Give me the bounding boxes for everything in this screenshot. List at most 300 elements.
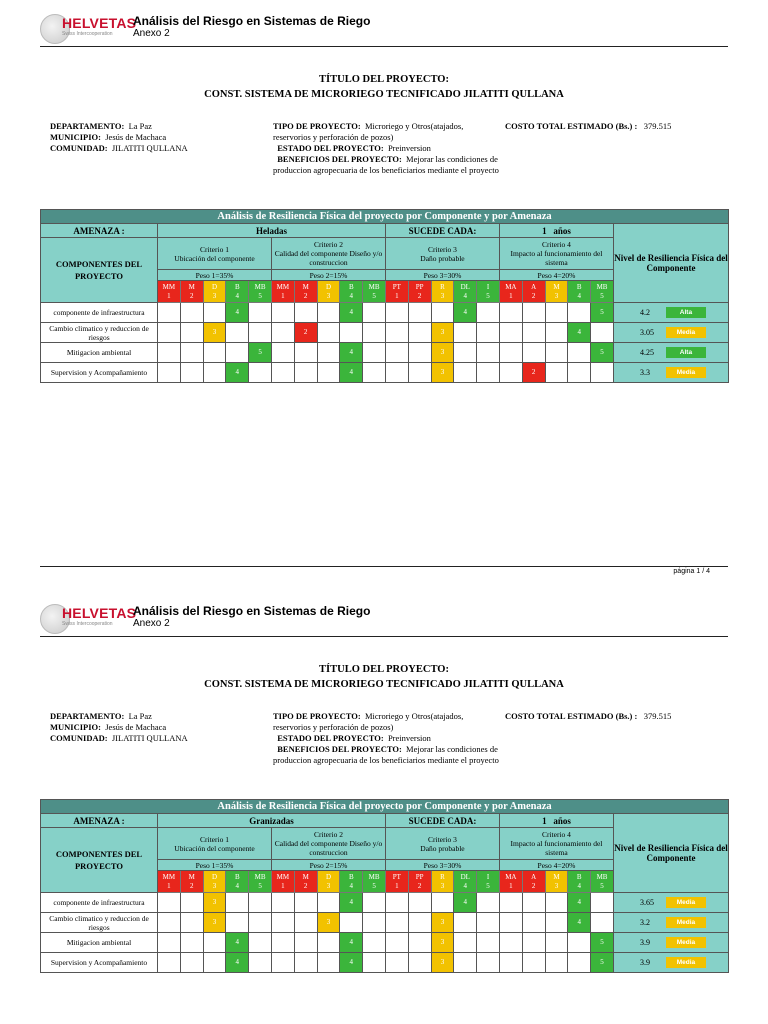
score-cell xyxy=(317,343,340,363)
scale-code: M xyxy=(302,872,309,881)
scale-cell xyxy=(408,281,431,303)
scale-score: 1 xyxy=(167,291,171,300)
score-cell xyxy=(317,913,340,933)
project-title: CONST. SISTEMA DE MICRORIEGO TECNIFICADO JILATITI QULLANA xyxy=(204,89,564,100)
peso-label: Peso 1=35% xyxy=(158,270,272,281)
scale-code: DL xyxy=(460,872,470,881)
scale-score: 2 xyxy=(303,881,308,890)
score-cell xyxy=(340,323,363,343)
score-cell xyxy=(203,913,226,933)
score-cell xyxy=(317,323,340,343)
score-value: 2 xyxy=(295,323,317,342)
score-cell xyxy=(226,953,249,973)
scale-cell xyxy=(294,871,317,893)
peso-label: Peso 1=35% xyxy=(158,860,272,871)
score-cell xyxy=(499,893,522,913)
score-cell xyxy=(591,913,614,933)
scale-cell xyxy=(203,281,226,303)
scale-score: 5 xyxy=(372,291,376,300)
score-cell xyxy=(294,303,317,323)
score-cell xyxy=(454,953,477,973)
components-header: COMPONENTES DEL PROYECTO xyxy=(41,238,158,303)
score-cell xyxy=(454,893,477,913)
criterio-header xyxy=(158,238,272,270)
scale-code: PT xyxy=(392,872,401,881)
score-value: 4 xyxy=(340,953,362,972)
page-header xyxy=(40,602,728,636)
scale-code: MA xyxy=(505,872,517,881)
score-cell xyxy=(568,303,591,323)
scale-code: PT xyxy=(392,282,401,291)
nivel-value: 3.2 xyxy=(639,918,650,927)
criterio-desc: Ubicación del componente xyxy=(174,843,255,853)
score-cell xyxy=(568,363,591,383)
table-title: Análisis de Resiliencia Física del proyecto por Componente y por Amenaza xyxy=(41,210,729,224)
score-cell xyxy=(203,953,226,973)
score-cell xyxy=(158,893,181,913)
scale-cell xyxy=(454,281,477,303)
logo-tagline: Swiss Intercooperation xyxy=(62,31,113,37)
estado-value: Preinversion xyxy=(387,143,431,153)
scale-score: 1 xyxy=(167,881,171,890)
score-cell xyxy=(340,893,363,913)
score-cell xyxy=(522,913,545,933)
scale-score: 4 xyxy=(463,881,467,890)
scale-code: D xyxy=(211,282,218,291)
score-cell xyxy=(249,303,272,323)
scale-code: B xyxy=(348,872,354,881)
scale-cell xyxy=(271,871,294,893)
score-cell xyxy=(545,363,568,383)
scale-code: M xyxy=(302,282,309,291)
score-cell xyxy=(385,323,408,343)
score-cell xyxy=(408,343,431,363)
score-cell xyxy=(363,933,386,953)
score-cell xyxy=(454,933,477,953)
scale-score: 2 xyxy=(303,291,308,300)
component-name: Mitigacion ambiental xyxy=(41,343,158,363)
estado-value: Preinversion xyxy=(387,733,431,743)
rating-badge: Media xyxy=(666,937,706,948)
score-cell xyxy=(340,343,363,363)
score-cell xyxy=(226,323,249,343)
score-cell xyxy=(545,303,568,323)
scale-code: B xyxy=(576,282,582,291)
criterio-desc: Impacto al funcionamiento del sistema xyxy=(510,249,603,267)
score-cell xyxy=(226,303,249,323)
scale-cell xyxy=(477,281,500,303)
score-value: 2 xyxy=(523,363,545,382)
scale-score: 2 xyxy=(531,881,536,890)
score-cell xyxy=(385,893,408,913)
nivel-wrap xyxy=(614,347,728,358)
scale-cell xyxy=(180,871,203,893)
score-value: 4 xyxy=(454,303,476,322)
rating-badge: Media xyxy=(666,917,706,928)
score-cell xyxy=(363,953,386,973)
component-name: Cambio climatico y reduccion de riesgos xyxy=(41,913,158,933)
score-cell xyxy=(271,893,294,913)
score-cell xyxy=(431,343,454,363)
project-title-label: TÍTULO DEL PROYECTO: xyxy=(319,74,449,85)
header-divider xyxy=(40,636,728,637)
scale-cell xyxy=(591,871,614,893)
score-cell xyxy=(431,893,454,913)
score-cell xyxy=(522,933,545,953)
logo-name: HELVETAS xyxy=(62,605,137,621)
scale-cell xyxy=(545,281,568,303)
score-cell xyxy=(454,913,477,933)
score-cell xyxy=(522,343,545,363)
peso-label: Peso 3=30% xyxy=(385,860,499,871)
scale-cell xyxy=(408,871,431,893)
scale-cell xyxy=(158,871,181,893)
criterio-name: Criterio 3 xyxy=(427,244,457,254)
component-name: Supervision y Acompañamiento xyxy=(41,363,158,383)
scale-cell xyxy=(385,871,408,893)
scale-score: 3 xyxy=(212,291,217,300)
scale-cell xyxy=(431,281,454,303)
beneficios-value: Mejorar las condiciones de produccion agropecuaria de los beneficiarios mediante el proyecto xyxy=(273,744,499,765)
scale-cell xyxy=(340,871,363,893)
score-cell xyxy=(203,893,226,913)
score-cell xyxy=(385,953,408,973)
risk-table xyxy=(40,799,729,973)
score-value: 4 xyxy=(340,343,362,362)
scale-score: 4 xyxy=(577,881,581,890)
score-cell xyxy=(431,933,454,953)
score-value: 4 xyxy=(340,893,362,912)
score-cell xyxy=(340,913,363,933)
nivel-cell xyxy=(613,363,728,383)
nivel-value: 3.3 xyxy=(639,368,650,377)
score-cell xyxy=(271,323,294,343)
score-cell xyxy=(249,933,272,953)
scale-code: MM xyxy=(162,282,176,291)
scale-cell xyxy=(522,281,545,303)
score-cell xyxy=(203,303,226,323)
project-title: CONST. SISTEMA DE MICRORIEGO TECNIFICADO JILATITI QULLANA xyxy=(204,679,564,690)
costo-value: 379.515 xyxy=(643,711,672,721)
page-number: página 1 / 4 xyxy=(673,568,710,575)
scale-score: 2 xyxy=(417,881,422,890)
score-cell xyxy=(499,323,522,343)
scale-cell xyxy=(271,281,294,303)
table-row xyxy=(41,363,729,383)
score-cell xyxy=(545,933,568,953)
score-cell xyxy=(454,363,477,383)
scale-code: DL xyxy=(460,282,470,291)
scale-score: 5 xyxy=(258,291,262,300)
nivel-value: 3.05 xyxy=(639,328,654,337)
score-cell xyxy=(271,913,294,933)
rating-badge: Alta xyxy=(666,347,706,358)
scale-cell xyxy=(477,871,500,893)
score-cell xyxy=(340,933,363,953)
scale-score: 4 xyxy=(463,291,467,300)
score-value: 4 xyxy=(226,303,248,322)
criterio-desc: Calidad del componente Diseño y/o construccion xyxy=(274,249,383,267)
project-title-label: TÍTULO DEL PROYECTO: xyxy=(319,664,449,675)
peso-label: Peso 4=20% xyxy=(499,860,613,871)
score-cell xyxy=(294,363,317,383)
score-cell xyxy=(294,933,317,953)
nivel-value: 4.25 xyxy=(639,348,654,357)
scale-cell xyxy=(568,871,591,893)
score-value: 3 xyxy=(432,323,454,342)
score-cell xyxy=(294,953,317,973)
score-cell xyxy=(340,363,363,383)
scale-score: 5 xyxy=(486,881,490,890)
nivel-cell xyxy=(613,303,728,323)
scale-score: 4 xyxy=(235,291,240,300)
table-row xyxy=(41,343,729,363)
nivel-header: Nivel de Resiliencia Física del Componente xyxy=(613,224,728,303)
scale-score: 1 xyxy=(509,881,513,890)
nivel-value: 3.9 xyxy=(639,958,650,967)
score-cell xyxy=(271,303,294,323)
score-cell xyxy=(294,343,317,363)
sucede-value: 1 años xyxy=(499,814,613,828)
score-cell xyxy=(499,933,522,953)
scale-code: I xyxy=(486,872,490,881)
score-cell xyxy=(180,323,203,343)
scale-code: D xyxy=(211,872,218,881)
scale-score: 1 xyxy=(395,291,399,300)
municipio-value: Jesús de Machaca xyxy=(105,722,167,732)
score-cell xyxy=(431,913,454,933)
score-cell xyxy=(431,363,454,383)
scale-code: MB xyxy=(254,282,266,291)
score-cell xyxy=(568,913,591,933)
score-value: 5 xyxy=(591,933,613,952)
score-value: 4 xyxy=(226,933,248,952)
score-value: 4 xyxy=(568,323,590,342)
criterio-name: Criterio 1 xyxy=(200,244,229,254)
table-title-row xyxy=(41,800,729,814)
score-value: 3 xyxy=(432,363,454,382)
score-cell xyxy=(499,913,522,933)
footer-divider xyxy=(40,566,728,567)
location-info: DEPARTAMENTO: La Paz MUNICIPIO: Jesús de Machaca COMUNIDAD: JILATITI QULLANA xyxy=(50,121,188,153)
score-cell xyxy=(591,343,614,363)
scale-code: MM xyxy=(276,872,290,881)
score-value: 4 xyxy=(454,893,476,912)
rating-badge: Alta xyxy=(666,307,706,318)
score-cell xyxy=(568,933,591,953)
score-cell xyxy=(591,893,614,913)
score-cell xyxy=(385,363,408,383)
scale-score: 1 xyxy=(509,291,513,300)
criterio-name: Criterio 4 xyxy=(541,240,571,249)
comunidad-value: JILATITI QULLANA xyxy=(111,143,188,153)
score-cell xyxy=(226,343,249,363)
score-cell xyxy=(271,343,294,363)
score-cell xyxy=(271,363,294,383)
score-cell xyxy=(408,323,431,343)
scale-score: 5 xyxy=(600,881,604,890)
criterio-name: Criterio 4 xyxy=(541,830,571,839)
scale-cell xyxy=(249,871,272,893)
table-row xyxy=(41,913,729,933)
score-cell xyxy=(408,913,431,933)
score-cell xyxy=(499,953,522,973)
header-divider xyxy=(40,46,728,47)
score-cell xyxy=(477,303,500,323)
scale-cell xyxy=(158,281,181,303)
scale-cell xyxy=(499,871,522,893)
score-cell xyxy=(226,913,249,933)
scale-code: B xyxy=(348,282,354,291)
score-cell xyxy=(522,953,545,973)
score-cell xyxy=(545,953,568,973)
score-cell xyxy=(522,363,545,383)
score-cell xyxy=(591,953,614,973)
score-cell xyxy=(249,913,272,933)
score-cell xyxy=(363,343,386,363)
scale-cell xyxy=(249,281,272,303)
score-cell xyxy=(522,893,545,913)
score-cell xyxy=(454,303,477,323)
score-cell xyxy=(477,363,500,383)
scale-code: R xyxy=(440,282,445,291)
helvetas-logo xyxy=(40,12,137,46)
scale-cell xyxy=(591,281,614,303)
score-cell xyxy=(499,343,522,363)
nivel-cell xyxy=(613,343,728,363)
score-cell xyxy=(545,323,568,343)
score-cell xyxy=(591,363,614,383)
scale-code: I xyxy=(486,282,490,291)
score-cell xyxy=(203,323,226,343)
score-cell xyxy=(317,893,340,913)
table-row xyxy=(41,303,729,323)
scale-score: 2 xyxy=(417,291,422,300)
scale-cell xyxy=(203,871,226,893)
scale-score: 5 xyxy=(258,881,262,890)
scale-score: 4 xyxy=(349,291,354,300)
scale-score: 3 xyxy=(554,881,559,890)
score-value: 3 xyxy=(432,343,454,362)
score-value: 4 xyxy=(340,933,362,952)
document-subtitle: Anexo 2 xyxy=(133,28,170,39)
scale-score: 4 xyxy=(349,881,354,890)
score-cell xyxy=(340,953,363,973)
score-cell xyxy=(408,933,431,953)
score-cell xyxy=(271,953,294,973)
score-cell xyxy=(226,933,249,953)
scale-cell xyxy=(568,281,591,303)
criterio-header xyxy=(385,828,499,860)
table-title: Análisis de Resiliencia Física del proyecto por Componente y por Amenaza xyxy=(41,800,729,814)
score-cell xyxy=(180,953,203,973)
criterio-name: Criterio 2 xyxy=(314,830,343,839)
scale-score: 3 xyxy=(440,881,445,890)
scale-cell xyxy=(317,871,340,893)
scale-code: M xyxy=(188,282,195,291)
scale-cell xyxy=(180,281,203,303)
page-header xyxy=(40,12,728,46)
score-cell xyxy=(431,303,454,323)
scale-code: MB xyxy=(254,872,266,881)
scale-code: M xyxy=(188,872,195,881)
score-cell xyxy=(477,933,500,953)
score-cell xyxy=(568,893,591,913)
logo-name: HELVETAS xyxy=(62,15,137,31)
score-cell xyxy=(545,893,568,913)
municipio-value: Jesús de Machaca xyxy=(105,132,167,142)
nivel-header: Nivel de Resiliencia Física del Componente xyxy=(613,814,728,893)
score-value: 3 xyxy=(432,913,454,932)
score-value: 5 xyxy=(591,343,613,362)
scale-cell xyxy=(226,871,249,893)
score-cell xyxy=(408,953,431,973)
document-subtitle: Anexo 2 xyxy=(133,618,170,629)
tipo-value: Microriego y Otros(atajados, reservorios y perforación de pozos) xyxy=(273,711,464,732)
rating-badge: Media xyxy=(666,897,706,908)
score-cell xyxy=(340,303,363,323)
scale-code: M xyxy=(553,282,560,291)
criterio-header xyxy=(499,238,613,270)
score-cell xyxy=(385,343,408,363)
document-title: Análisis del Riesgo en Sistemas de Riego xyxy=(133,604,371,618)
score-cell xyxy=(568,953,591,973)
scale-cell xyxy=(454,871,477,893)
scale-code: B xyxy=(234,872,240,881)
scale-score: 5 xyxy=(372,881,376,890)
score-cell xyxy=(363,323,386,343)
amenaza-value: Heladas xyxy=(158,224,386,238)
table-title-row xyxy=(41,210,729,224)
score-cell xyxy=(522,303,545,323)
criterio-name: Criterio 3 xyxy=(427,834,457,844)
scale-score: 2 xyxy=(189,291,194,300)
nivel-wrap xyxy=(614,917,728,928)
score-cell xyxy=(158,933,181,953)
score-cell xyxy=(363,303,386,323)
nivel-wrap xyxy=(614,937,728,948)
score-cell xyxy=(317,933,340,953)
score-cell xyxy=(568,323,591,343)
score-cell xyxy=(180,933,203,953)
score-value: 4 xyxy=(340,303,362,322)
criterio-header xyxy=(271,238,385,270)
scale-cell xyxy=(294,281,317,303)
score-cell xyxy=(431,953,454,973)
score-cell xyxy=(158,343,181,363)
score-cell xyxy=(158,363,181,383)
criterio-header xyxy=(385,238,499,270)
rating-badge: Media xyxy=(666,327,706,338)
criterio-desc: Impacto al funcionamiento del sistema xyxy=(510,839,603,857)
scale-code: MB xyxy=(596,872,608,881)
score-value: 4 xyxy=(226,363,248,382)
score-cell xyxy=(431,323,454,343)
costo-value: 379.515 xyxy=(643,121,672,131)
score-cell xyxy=(591,323,614,343)
peso-label: Peso 2=15% xyxy=(271,270,385,281)
component-name: componente de infraestructura xyxy=(41,893,158,913)
score-cell xyxy=(249,323,272,343)
score-value: 5 xyxy=(591,303,613,322)
scale-code: R xyxy=(440,872,445,881)
nivel-wrap xyxy=(614,307,728,318)
scale-code: M xyxy=(553,872,560,881)
nivel-value: 3.9 xyxy=(639,938,650,947)
components-header: COMPONENTES DEL PROYECTO xyxy=(41,828,158,893)
score-cell xyxy=(180,343,203,363)
table-row xyxy=(41,933,729,953)
